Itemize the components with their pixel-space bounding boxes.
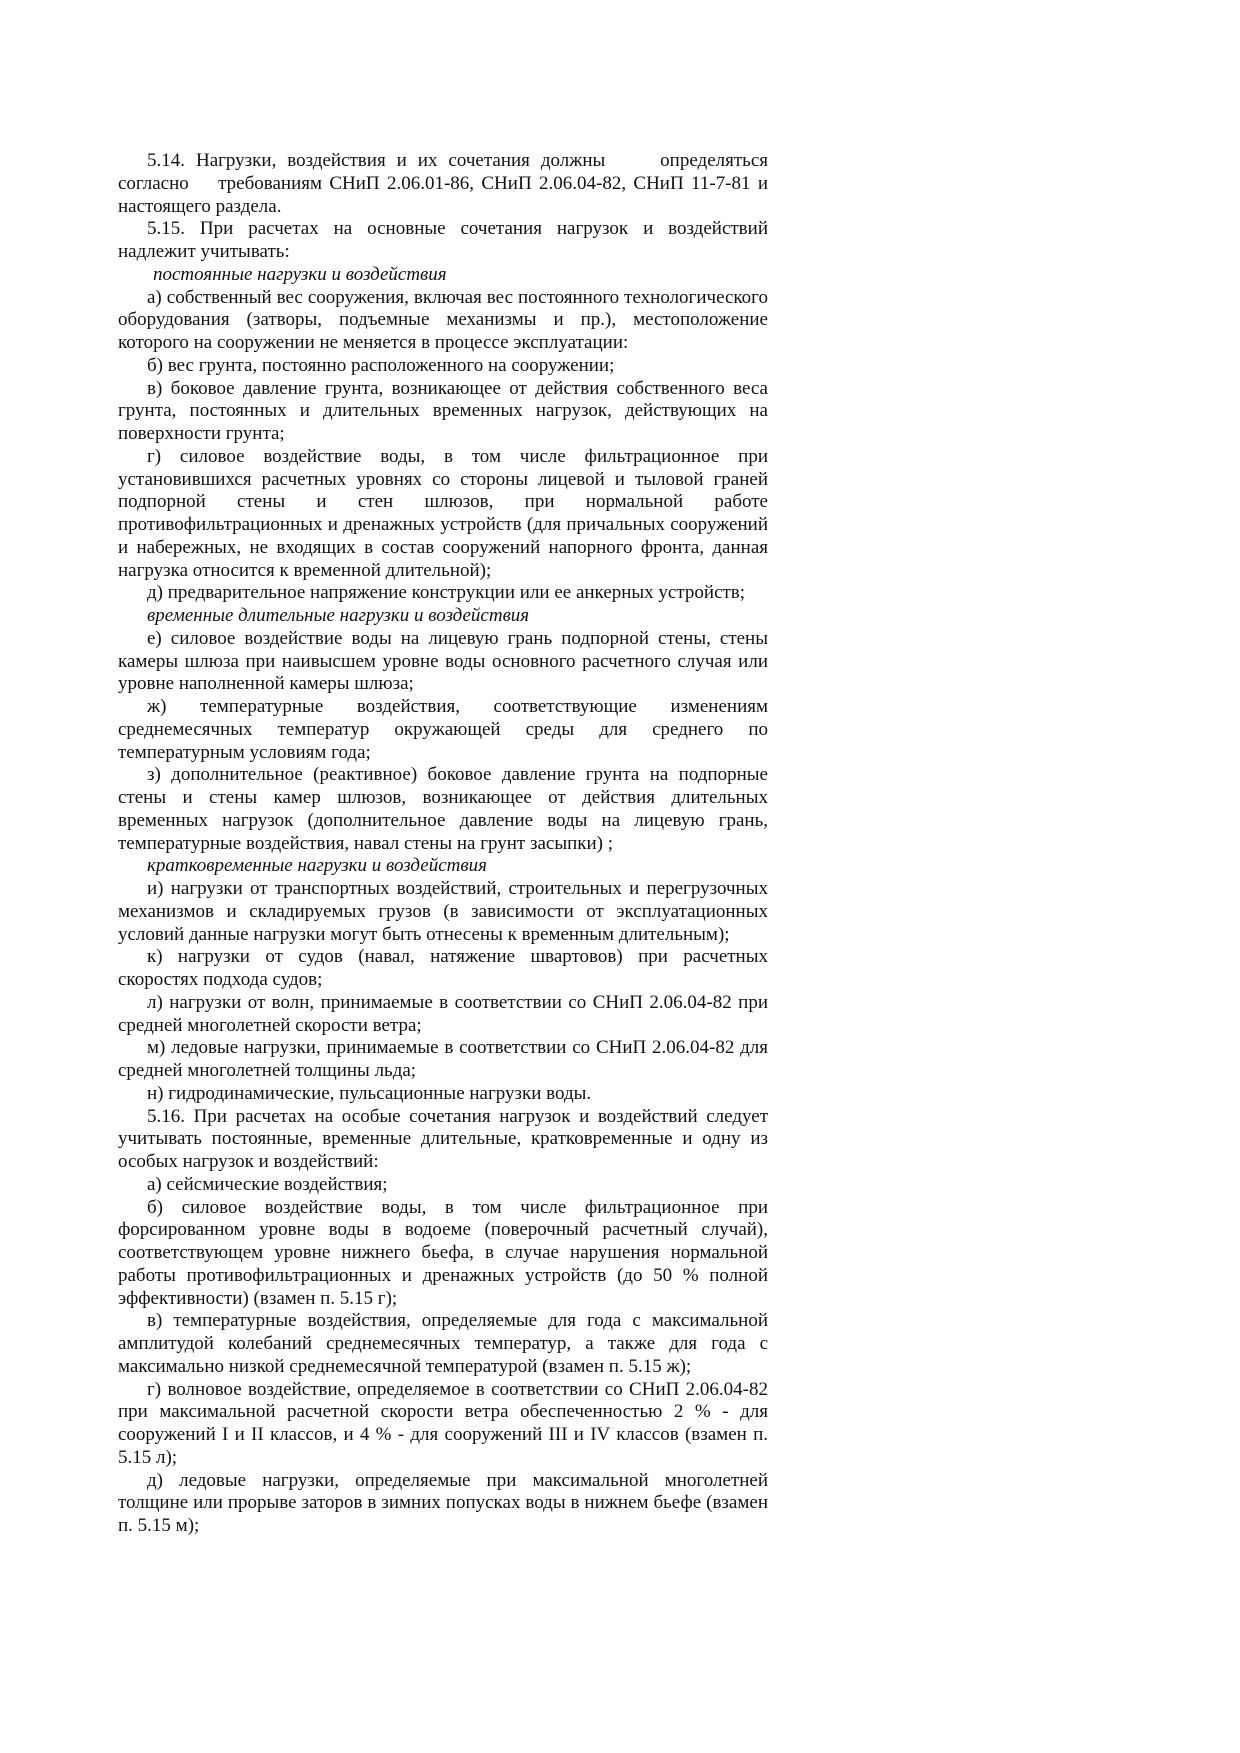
special-item-a: а) сейсмические воздействия; <box>147 1173 388 1195</box>
subheading-short-term-loads: кратковременные нагрузки и воздействия <box>147 855 487 877</box>
list-item-e: е) силовое воздействие воды на лицевую грань подпорной стены, стены камеры шлюза при наивысшем уровне воды основного расчетного случая или уровне наполненной камеры шлюза; <box>118 627 768 695</box>
list-item-z: з) дополнительное (реактивное) боковое давление грунта на подпорные стены и стены камер шлюзов, возникающее от действия длительных временных нагрузок (дополнительное давление воды на лицевую грань, температурные воздействия, навал стены на грунт засыпки) ; <box>118 764 768 854</box>
special-item-d: д) ледовые нагрузки, определяемые при максимальной многолетней толщине или прорыве заторов в зимних попусках воды в нижнем бьефе (взамен п. 5.15 м); <box>118 1469 768 1536</box>
list-item-g: г) силовое воздействие воды, в том числе фильтрационное при установившихся расчетных уровнях со стороны лицевой и тыловой граней подпорной стены и стен шлюзов, при нормальной работе противофильтрационных и дренажных устройств (для причальных сооружений и набережных, не входящих в состав сооружений напорного фронта, данная нагрузка относится к временной длительной); <box>118 445 768 581</box>
list-item-k: к) нагрузки от судов (навал, натяжение швартовов) при расчетных скоростях подхода судов; <box>118 946 768 990</box>
subheading-permanent-loads: постоянные нагрузки и воздействия <box>153 263 447 285</box>
document-page <box>118 150 768 1538</box>
list-item-a: а) собственный вес сооружения, включая вес постоянного технологического оборудования (затворы, подъемные механизмы и пр.), местоположение которого на сооружении не меняется в процессе эксплуатации: <box>118 286 768 353</box>
list-item-d: д) предварительное напряжение конструкции или ее анкерных устройств; <box>147 582 746 604</box>
list-item-n: н) гидродинамические, пульсационные нагрузки воды. <box>147 1082 592 1104</box>
special-item-b: б) силовое воздействие воды, в том числе фильтрационное при форсированном уровне воды в водоеме (поверочный расчетный случай), соответствующем уровне нижнего бьефа, в случае нарушения нормальной работы противофильтрационных и дренажных устройств (до 50 % полной эффективности) (взамен п. 5.15 г); <box>118 1196 768 1309</box>
list-item-l: л) нагрузки от волн, принимаемые в соответствии со СНиП 2.06.04-82 при средней многолетней скорости ветра; <box>118 991 768 1036</box>
paragraph-5-14: 5.14. Нагрузки, воздействия и их сочетания должны определяться согласно требованиям СНиП 2.06.01-86, СНиП 2.06.04-82, СНиП 11-7-81 и настоящего раздела. <box>118 150 768 217</box>
subheading-long-term-loads: временные длительные нагрузки и воздействия <box>147 605 530 626</box>
paragraph-5-15: 5.15. При расчетах на основные сочетания нагрузок и воздействий надлежит учитывать: <box>118 218 768 262</box>
list-item-zh: ж) температурные воздействия, соответствующие изменениям среднемесячных температур окружающей среды для среднего по температурным условиям года; <box>118 696 768 763</box>
list-item-i: и) нагрузки от транспортных воздействий, строительных и перегрузочных механизмов и складируемых грузов (в зависимости от эксплуатационных условий данные нагрузки могут быть отнесены к временным длительным); <box>118 878 768 945</box>
list-item-m: м) ледовые нагрузки, принимаемые в соответствии со СНиП 2.06.04-82 для средней многолетней толщины льда; <box>118 1037 768 1081</box>
list-item-v: в) боковое давление грунта, возникающее от действия собственного веса грунта, постоянных и длительных временных нагрузок, действующих на поверхности грунта; <box>118 377 768 444</box>
paragraph-5-16: 5.16. При расчетах на особые сочетания нагрузок и воздействий следует учитывать постоянные, временные длительные, кратковременные и одну из особых нагрузок и воздействий: <box>118 1105 768 1172</box>
special-item-g: г) волновое воздействие, определяемое в соответствии со СНиП 2.06.04-82 при максимальной расчетной скорости ветра обеспеченностью 2 % - для сооружений I и II классов, и 4 % - для сооружений III и IV классов (взамен п. 5.15 л); <box>118 1378 768 1468</box>
special-item-v: в) температурные воздействия, определяемые для года с максимальной амплитудой колебаний среднемесячных температур, а также для года с максимально низкой среднемесячной температурой (взамен п. 5.15 ж); <box>118 1310 768 1377</box>
list-item-b: б) вес грунта, постоянно расположенного на сооружении; <box>147 354 615 376</box>
